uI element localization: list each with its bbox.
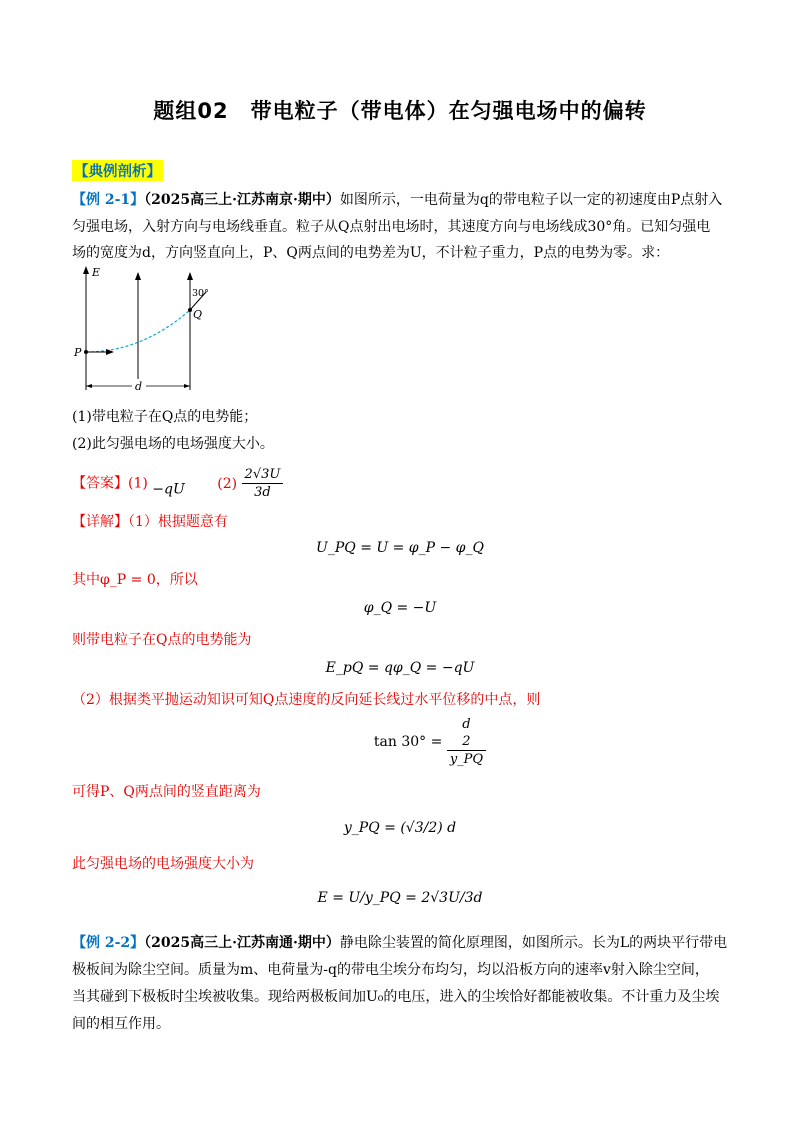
ex2-label: 【例 2-2】: [72, 935, 145, 951]
text-d: 此匀强电场的电场强度大小为: [72, 856, 254, 872]
equation-2: φ_Q = −U: [363, 600, 437, 616]
answer2-num: 2√3U: [242, 466, 284, 484]
arrow-up-icon: [187, 272, 193, 280]
equation-1: U_PQ = U = φ_P − φ_Q: [316, 540, 484, 556]
text-a: 其中φ_P = 0，所以: [72, 572, 198, 588]
label-angle: 30°: [192, 288, 209, 299]
answer-label: 【答案】: [72, 475, 128, 492]
ex2-source: （2025高三上·江苏南通·期中）: [144, 935, 340, 951]
answer1-prefix: (1): [128, 475, 148, 492]
label-p: P: [74, 346, 82, 359]
answer-line: [72, 466, 732, 507]
label-d: d: [135, 380, 143, 393]
answer1-value: −qU: [152, 481, 185, 498]
page-title: 题组02 带电粒子（带电体）在匀强电场中的偏转: [153, 99, 647, 123]
answer2-fraction: [242, 466, 284, 501]
text-b: 则带电粒子在Q点的电势能为: [72, 632, 252, 648]
ex1-line1: [72, 187, 732, 214]
ex1-label: 【例 2-1】: [72, 192, 145, 208]
question-1: (1)带电粒子在Q点的电势能；: [72, 409, 258, 425]
equation-5: y_PQ = (√3/2) d: [343, 820, 457, 836]
detail-part2: （2）根据类平抛运动知识可知Q点速度的反向延长线过水平位移的中点，则: [72, 692, 541, 708]
ex2-text-line2: 极板间为除尘空间。质量为m、电荷量为-q的带电尘埃分布均匀，均以沿板方向的速率v射入除尘空间，: [72, 962, 709, 978]
text-c: 可得P、Q两点间的竖直距离为: [72, 784, 261, 800]
equation-4: [30, 716, 800, 768]
eq4-num-n: d: [462, 717, 471, 732]
question-2: (2)此匀强电场的电场强度大小。: [72, 436, 274, 452]
eq4-num-d: 2: [447, 733, 486, 751]
arrow-up-icon: [83, 266, 89, 274]
answer2-prefix: (2): [217, 475, 238, 492]
equation-3: E_pQ = qφ_Q = −qU: [325, 660, 475, 676]
point-p: [84, 350, 88, 354]
ex2-text-line4: 间的相互作用。: [72, 1016, 170, 1032]
ex2-line1: [72, 930, 732, 957]
ex2-text-line3: 当其碰到下极板时尘埃被收集。现给两极板间加U₀的电压，进入的尘埃恰好都能被收集。不计重力及尘埃: [72, 989, 720, 1005]
label-e: E: [92, 266, 101, 279]
answer2-den: 3d: [254, 485, 271, 500]
detail-line: [72, 509, 732, 536]
eq4-den: y_PQ: [449, 752, 484, 767]
ex2-text-line1: 静电除尘装置的简化原理图，如图所示。长为L的两块平行带电: [339, 935, 728, 951]
ex1-text-line1: 如图所示，一电荷量为q的带电粒子以一定的初速度由P点射入: [339, 192, 723, 208]
ex1-source: （2025高三上·江苏南京·期中）: [144, 192, 340, 208]
label-q: Q: [193, 308, 203, 321]
arrow-left-icon: [86, 384, 92, 388]
detail-label: 【详解】: [72, 514, 128, 530]
section-heading: 【典例剖析】: [72, 160, 163, 181]
detail-part1: （1）根据题意有: [128, 514, 228, 530]
ex1-text-line2: 匀强电场，入射方向与电场线垂直。粒子从Q点射出电场时，其速度方向与电场线成30°角。已知匀强电: [72, 219, 711, 235]
equation-4-fraction: [447, 716, 486, 768]
arrow-up-icon: [135, 272, 141, 280]
ex1-text-line3: 场的宽度为d，方向竖直向上，P、Q两点间的电势差为U，不计粒子重力，P点的电势为零。求：: [72, 245, 670, 261]
field-diagram: [72, 262, 232, 402]
equation-4-left: tan 30° =: [373, 734, 443, 750]
point-q: [188, 308, 192, 312]
equation-6: E = U/y_PQ = 2√3U/3d: [317, 890, 483, 906]
arrow-right-icon: [184, 384, 190, 388]
